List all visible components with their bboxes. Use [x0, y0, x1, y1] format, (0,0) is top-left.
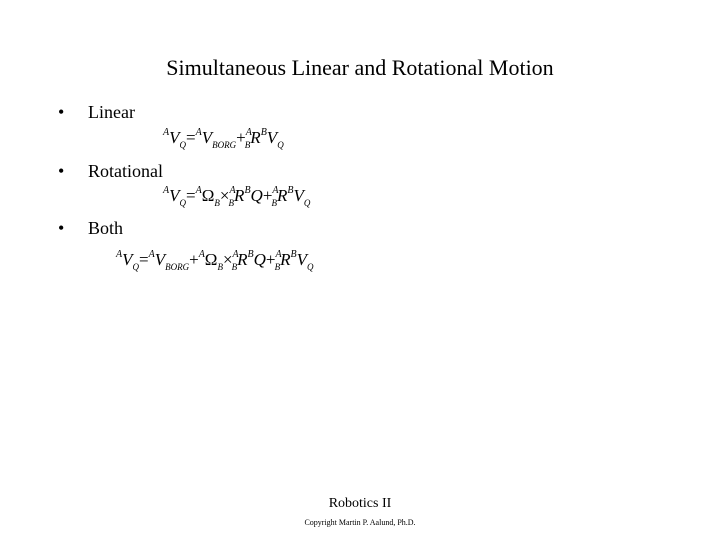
equation-both: $^AV_Q=^AV_{BORG}+^A\Omega_B\times^A_BR^BQ+^A_BR^BV_Q$	[116, 249, 314, 272]
slide-title: Simultaneous Linear and Rotational Motion	[166, 55, 554, 80]
bullet-linear	[58, 101, 135, 123]
bullet-dot: •	[58, 218, 65, 238]
bullet-label: Rotational	[88, 161, 163, 181]
bullet-dot: •	[58, 161, 65, 181]
bullet-label: Linear	[88, 102, 135, 122]
equation-rotational: $^AV_Q=^A\Omega_B\times^A_BR^BQ+^A_BR^BV_Q$	[163, 185, 311, 208]
bullet-dot: •	[58, 102, 65, 122]
equation-linear: $^AV_Q=^AV_{BORG}+^A_BR^BV_Q$	[163, 127, 284, 150]
bullet-rotational	[58, 160, 163, 182]
footer-course: Robotics II	[328, 496, 392, 511]
bullet-label: Both	[88, 218, 124, 238]
footer-copyright: Copyright Martin P. Aalund, Ph.D.	[304, 518, 416, 527]
bullet-both	[58, 217, 123, 239]
